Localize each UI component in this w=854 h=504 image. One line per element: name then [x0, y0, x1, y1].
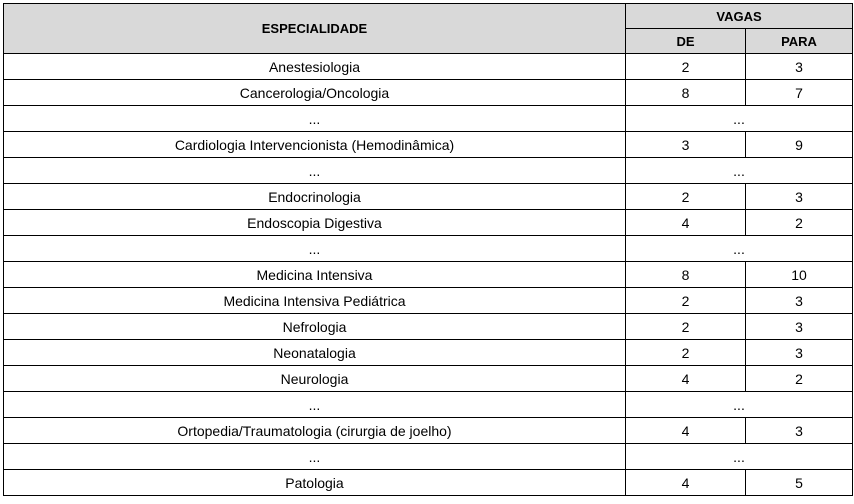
cell-de: 8: [626, 80, 746, 106]
cell-de: 2: [626, 288, 746, 314]
cell-especialidade: ...: [4, 236, 626, 262]
vagas-table: [3, 3, 853, 496]
cell-para: 7: [746, 80, 853, 106]
table-row: [4, 132, 853, 158]
table-header: [4, 4, 853, 54]
cell-especialidade: Endocrinologia: [4, 184, 626, 210]
cell-vagas-ellipsis: ...: [626, 392, 853, 418]
cell-de: 4: [626, 418, 746, 444]
table-row: [4, 262, 853, 288]
cell-vagas-ellipsis: ...: [626, 444, 853, 470]
cell-especialidade: ...: [4, 392, 626, 418]
header-vagas: VAGAS: [626, 4, 853, 29]
header-para: PARA: [746, 29, 853, 54]
table-row-ellipsis: [4, 236, 853, 262]
cell-especialidade: Neurologia: [4, 366, 626, 392]
header-row-top: [4, 4, 853, 29]
cell-especialidade: Neonatalogia: [4, 340, 626, 366]
cell-vagas-ellipsis: ...: [626, 158, 853, 184]
table-row: [4, 340, 853, 366]
table-row: [4, 184, 853, 210]
table-row-ellipsis: [4, 106, 853, 132]
cell-de: 2: [626, 54, 746, 80]
cell-para: 3: [746, 418, 853, 444]
cell-de: 8: [626, 262, 746, 288]
cell-de: 4: [626, 470, 746, 496]
cell-para: 10: [746, 262, 853, 288]
cell-para: 3: [746, 184, 853, 210]
table-row: [4, 288, 853, 314]
table-row: [4, 314, 853, 340]
table-row: [4, 366, 853, 392]
table-row: [4, 418, 853, 444]
cell-especialidade: Endoscopia Digestiva: [4, 210, 626, 236]
cell-especialidade: Cancerologia/Oncologia: [4, 80, 626, 106]
cell-para: 3: [746, 340, 853, 366]
table-row: [4, 470, 853, 496]
table-row: [4, 54, 853, 80]
table-row: [4, 210, 853, 236]
cell-de: 3: [626, 132, 746, 158]
cell-vagas-ellipsis: ...: [626, 106, 853, 132]
cell-de: 2: [626, 340, 746, 366]
cell-especialidade: Medicina Intensiva: [4, 262, 626, 288]
cell-especialidade: Nefrologia: [4, 314, 626, 340]
cell-especialidade: Ortopedia/Traumatologia (cirurgia de joelho): [4, 418, 626, 444]
cell-especialidade: Anestesiologia: [4, 54, 626, 80]
cell-para: 2: [746, 366, 853, 392]
table-row-ellipsis: [4, 392, 853, 418]
cell-para: 5: [746, 470, 853, 496]
cell-vagas-ellipsis: ...: [626, 236, 853, 262]
cell-especialidade: Cardiologia Intervencionista (Hemodinâmica): [4, 132, 626, 158]
cell-para: 3: [746, 314, 853, 340]
cell-para: 9: [746, 132, 853, 158]
table-row-ellipsis: [4, 444, 853, 470]
cell-especialidade: ...: [4, 106, 626, 132]
header-de: DE: [626, 29, 746, 54]
table-row: [4, 80, 853, 106]
cell-de: 2: [626, 184, 746, 210]
cell-de: 2: [626, 314, 746, 340]
cell-de: 4: [626, 210, 746, 236]
cell-para: 2: [746, 210, 853, 236]
cell-para: 3: [746, 288, 853, 314]
cell-especialidade: Patologia: [4, 470, 626, 496]
header-especialidade: ESPECIALIDADE: [4, 4, 626, 54]
table-row-ellipsis: [4, 158, 853, 184]
cell-para: 3: [746, 54, 853, 80]
cell-de: 4: [626, 366, 746, 392]
cell-especialidade: Medicina Intensiva Pediátrica: [4, 288, 626, 314]
cell-especialidade: ...: [4, 444, 626, 470]
table-body: [4, 54, 853, 496]
cell-especialidade: ...: [4, 158, 626, 184]
